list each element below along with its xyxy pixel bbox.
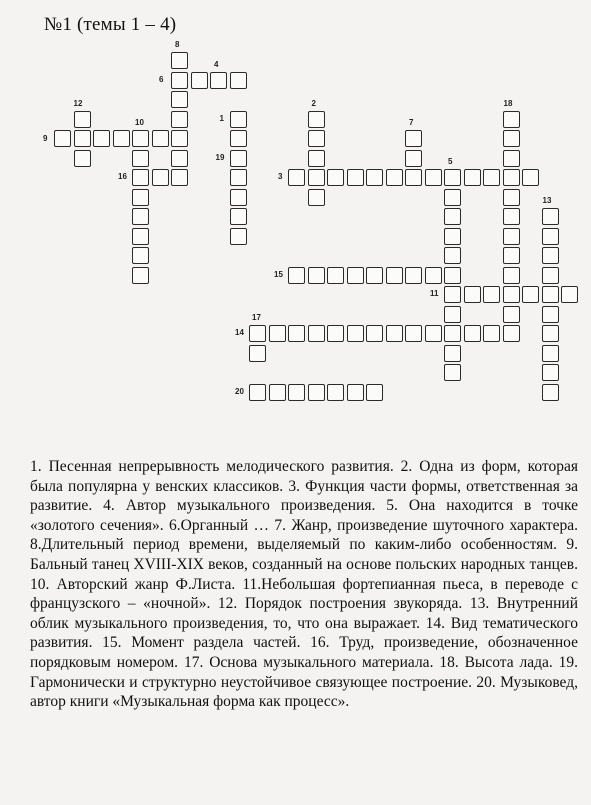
crossword-cell[interactable] [113,130,130,147]
crossword-cell[interactable] [542,228,559,245]
crossword-cell[interactable] [444,267,461,284]
crossword-cell[interactable] [483,325,500,342]
crossword-cell[interactable] [503,286,520,303]
crossword-cell[interactable] [327,169,344,186]
crossword-cell[interactable] [464,325,481,342]
crossword-cell[interactable] [308,150,325,167]
page-title: №1 (темы 1 – 4) [44,14,177,35]
crossword-cell[interactable] [249,384,266,401]
crossword-cell[interactable] [308,384,325,401]
crossword-cell[interactable] [405,130,422,147]
crossword-cell[interactable] [132,150,149,167]
crossword-cell[interactable] [210,72,227,89]
crossword-cell[interactable] [288,384,305,401]
crossword-cell[interactable] [503,208,520,225]
crossword-cell[interactable] [269,325,286,342]
crossword-cell[interactable] [288,169,305,186]
crossword-cell[interactable] [230,169,247,186]
crossword-cell[interactable] [269,384,286,401]
crossword-cell[interactable] [542,247,559,264]
crossword-cell[interactable] [171,52,188,69]
crossword-cell[interactable] [230,208,247,225]
clue-number-18: 18 [503,98,513,108]
crossword-cell[interactable] [308,267,325,284]
crossword-cell[interactable] [230,228,247,245]
crossword-cell[interactable] [327,384,344,401]
crossword-cell[interactable] [503,267,520,284]
crossword-cell[interactable] [483,169,500,186]
crossword-cell[interactable] [503,150,520,167]
crossword-cell[interactable] [542,364,559,381]
crossword-cell[interactable] [152,130,169,147]
crossword-cell[interactable] [230,150,247,167]
crossword-cell[interactable] [503,247,520,264]
crossword-cell[interactable] [503,169,520,186]
clue-number-3: 3 [278,172,283,181]
crossword-cell[interactable] [366,325,383,342]
crossword-cell[interactable] [405,267,422,284]
crossword-cell[interactable] [444,364,461,381]
clue-number-19: 19 [215,152,225,162]
crossword-cell[interactable] [366,384,383,401]
crossword-cell[interactable] [308,111,325,128]
crossword-cell[interactable] [503,306,520,323]
crossword-cell[interactable] [464,169,481,186]
crossword-cell[interactable] [347,384,364,401]
clue-number-10: 10 [135,118,144,127]
clue-number-12: 12 [73,98,83,108]
crossword-cell[interactable] [171,130,188,147]
crossword-cell[interactable] [444,286,461,303]
crossword-cell[interactable] [386,267,403,284]
crossword-cell[interactable] [561,286,578,303]
crossword-cell[interactable] [347,267,364,284]
crossword-cell[interactable] [542,384,559,401]
crossword-cell[interactable] [405,169,422,186]
crossword-cell[interactable] [74,150,91,167]
crossword-cell[interactable] [405,150,422,167]
clue-number-16: 16 [118,172,127,181]
crossword-cell[interactable] [288,325,305,342]
crossword-cell[interactable] [132,169,149,186]
clue-number-15: 15 [274,269,283,279]
crossword-cell[interactable] [191,72,208,89]
crossword-cell[interactable] [503,189,520,206]
crossword-cell[interactable] [93,130,110,147]
crossword-cell[interactable] [54,130,71,147]
crossword-cell[interactable] [542,286,559,303]
crossword-cell[interactable] [464,286,481,303]
crossword-cell[interactable] [386,325,403,342]
crossword-cell[interactable] [308,169,325,186]
crossword-cell[interactable] [542,345,559,362]
crossword-cell[interactable] [444,345,461,362]
crossword-cell[interactable] [132,130,149,147]
crossword-cell[interactable] [249,345,266,362]
clue-number-6: 6 [159,74,164,84]
crossword-cell[interactable] [522,169,539,186]
clue-number-13: 13 [542,196,552,205]
crossword-cell[interactable] [171,150,188,167]
crossword-cell[interactable] [503,325,520,342]
crossword-cell[interactable] [366,267,383,284]
crossword-cell[interactable] [132,247,149,264]
crossword-cell[interactable] [522,286,539,303]
crossword-cell[interactable] [74,130,91,147]
clue-number-7: 7 [409,118,414,127]
clue-number-5: 5 [448,157,453,166]
crossword-cell[interactable] [132,267,149,284]
crossword-cell[interactable] [347,325,364,342]
crossword-cell[interactable] [230,72,247,89]
crossword-cell[interactable] [152,169,169,186]
crossword-cell[interactable] [542,208,559,225]
crossword-cell[interactable] [503,130,520,147]
crossword-cell[interactable] [386,169,403,186]
crossword-cell[interactable] [74,111,91,128]
clue-number-9: 9 [43,134,48,143]
crossword-cell[interactable] [230,111,247,128]
crossword-cell[interactable] [425,169,442,186]
clues-text [30,457,578,712]
clue-number-20: 20 [235,386,244,396]
crossword-cell[interactable] [327,325,344,342]
crossword-cell[interactable] [347,169,364,186]
crossword-cell[interactable] [171,72,188,89]
crossword-cell[interactable] [327,267,344,284]
crossword-cell[interactable] [249,325,266,342]
crossword-cell[interactable] [230,189,247,206]
clue-number-8: 8 [175,40,180,49]
clue-number-11: 11 [430,289,439,298]
crossword-cell[interactable] [132,228,149,245]
crossword-cell[interactable] [503,111,520,128]
crossword-cell[interactable] [366,169,383,186]
clue-number-14: 14 [235,328,244,337]
crossword-cell[interactable] [425,267,442,284]
crossword-cell[interactable] [542,325,559,342]
crossword-cell[interactable] [308,325,325,342]
crossword-cell[interactable] [444,306,461,323]
crossword-cell[interactable] [444,189,461,206]
crossword-cell[interactable] [171,169,188,186]
crossword-cell[interactable] [542,267,559,284]
clue-number-4: 4 [214,59,219,69]
crossword-cell[interactable] [288,267,305,284]
crossword-cell[interactable] [444,247,461,264]
crossword-cell[interactable] [405,325,422,342]
crossword-cell[interactable] [171,111,188,128]
crossword-cell[interactable] [483,286,500,303]
crossword-cell[interactable] [444,169,461,186]
crossword-cell[interactable] [308,189,325,206]
crossword-cell[interactable] [444,208,461,225]
crossword-cell[interactable] [542,306,559,323]
crossword-cell[interactable] [425,325,442,342]
crossword-cell[interactable] [132,208,149,225]
crossword-cell[interactable] [444,228,461,245]
clue-number-1: 1 [219,113,224,123]
crossword-cell[interactable] [171,91,188,108]
clue-number-2: 2 [311,98,316,108]
clues-paragraph: 1. Песенная непрерывность мелодического развития. 2. Одна из форм, которая была популярна у венских классиков. 3. Функция части формы, ответственная за развитие. 4. Автор музыкального произведения. 5. Она находится в точке «золотого сечения». 6.Органный … 7. Жанр, произведение шуточного характера. 8.Длительный период времени, выделяемый по каким-либо особенностям. 9. Бальный танец XVIII-XIX веков, созданный на основе польских народных танцев. 10. Авторский жанр Ф.Листа. 11.Небольшая фортепианная пьеса, в переводе с французского – «ночной». 12. Порядок построения звукоряда. 13. Внутренний облик музыкального произведения, то, что она выражает. 14. Вид тематического развития. 15. Момент раздела частей. 16. Труд, произведение, обозначенное порядковым номером. 17. Основа музыкального материала. 18. Высота лада. 19. Гармонически и структурно неустойчивое связующее построение. 20. Музыковед, автор книги «Музыкальная форма как процесс». [30,458,578,711]
crossword-cell[interactable] [444,325,461,342]
crossword-cell[interactable] [132,189,149,206]
crossword-cell[interactable] [308,130,325,147]
crossword-cell[interactable] [503,228,520,245]
clue-number-17: 17 [252,313,261,322]
crossword-cell[interactable] [230,130,247,147]
